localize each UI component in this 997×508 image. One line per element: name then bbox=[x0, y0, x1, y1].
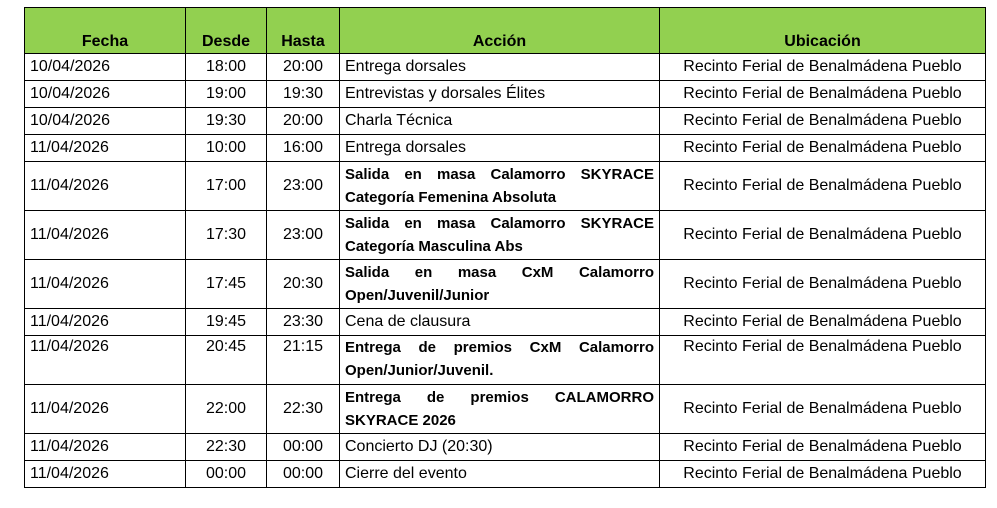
header-fecha: Fecha bbox=[25, 8, 186, 54]
header-hasta: Hasta bbox=[267, 8, 340, 54]
cell-ubicacion: Recinto Ferial de Benalmádena Pueblo bbox=[660, 211, 986, 260]
cell-hasta: 16:00 bbox=[267, 135, 340, 162]
header-desde: Desde bbox=[186, 8, 267, 54]
cell-desde: 17:00 bbox=[186, 162, 267, 211]
schedule-table bbox=[24, 7, 986, 488]
cell-fecha: 11/04/2026 bbox=[25, 162, 186, 211]
cell-ubicacion: Recinto Ferial de Benalmádena Pueblo bbox=[660, 108, 986, 135]
table-row bbox=[25, 162, 986, 211]
cell-accion: Salida en masa CxM Calamorro Open/Juvenil/Junior bbox=[340, 260, 660, 309]
header-accion: Acción bbox=[340, 8, 660, 54]
cell-hasta: 20:00 bbox=[267, 54, 340, 81]
cell-ubicacion: Recinto Ferial de Benalmádena Pueblo bbox=[660, 260, 986, 309]
cell-accion: Entrega dorsales bbox=[340, 135, 660, 162]
cell-accion: Entrevistas y dorsales Élites bbox=[340, 81, 660, 108]
table-row bbox=[25, 309, 986, 336]
cell-ubicacion: Recinto Ferial de Benalmádena Pueblo bbox=[660, 54, 986, 81]
cell-accion: Salida en masa Calamorro SKYRACE Categoría Masculina Abs bbox=[340, 211, 660, 260]
cell-desde: 00:00 bbox=[186, 461, 267, 488]
table-row bbox=[25, 135, 986, 162]
table-row bbox=[25, 434, 986, 461]
cell-hasta: 23:00 bbox=[267, 211, 340, 260]
cell-ubicacion: Recinto Ferial de Benalmádena Pueblo bbox=[660, 162, 986, 211]
cell-hasta: 00:00 bbox=[267, 434, 340, 461]
cell-fecha: 10/04/2026 bbox=[25, 108, 186, 135]
cell-hasta: 19:30 bbox=[267, 81, 340, 108]
cell-desde: 10:00 bbox=[186, 135, 267, 162]
table-row bbox=[25, 336, 986, 385]
cell-hasta: 23:00 bbox=[267, 162, 340, 211]
cell-hasta: 23:30 bbox=[267, 309, 340, 336]
table-row bbox=[25, 108, 986, 135]
cell-hasta: 20:00 bbox=[267, 108, 340, 135]
header-ubicacion: Ubicación bbox=[660, 8, 986, 54]
cell-hasta: 22:30 bbox=[267, 385, 340, 434]
cell-desde: 17:45 bbox=[186, 260, 267, 309]
cell-ubicacion: Recinto Ferial de Benalmádena Pueblo bbox=[660, 81, 986, 108]
cell-fecha: 11/04/2026 bbox=[25, 385, 186, 434]
cell-desde: 22:00 bbox=[186, 385, 267, 434]
cell-fecha: 11/04/2026 bbox=[25, 211, 186, 260]
cell-accion: Concierto DJ (20:30) bbox=[340, 434, 660, 461]
cell-accion: Entrega de premios CxM Calamorro Open/Junior/Juvenil. bbox=[340, 336, 660, 385]
cell-desde: 17:30 bbox=[186, 211, 267, 260]
cell-ubicacion: Recinto Ferial de Benalmádena Pueblo bbox=[660, 434, 986, 461]
table-row bbox=[25, 81, 986, 108]
cell-desde: 22:30 bbox=[186, 434, 267, 461]
cell-ubicacion: Recinto Ferial de Benalmádena Pueblo bbox=[660, 461, 986, 488]
table-row bbox=[25, 260, 986, 309]
header-row bbox=[25, 8, 986, 54]
cell-fecha: 11/04/2026 bbox=[25, 309, 186, 336]
cell-accion: Salida en masa Calamorro SKYRACE Categoría Femenina Absoluta bbox=[340, 162, 660, 211]
cell-fecha: 11/04/2026 bbox=[25, 135, 186, 162]
table-row bbox=[25, 385, 986, 434]
cell-desde: 18:00 bbox=[186, 54, 267, 81]
cell-desde: 19:45 bbox=[186, 309, 267, 336]
cell-fecha: 10/04/2026 bbox=[25, 54, 186, 81]
cell-hasta: 20:30 bbox=[267, 260, 340, 309]
cell-hasta: 00:00 bbox=[267, 461, 340, 488]
cell-desde: 19:30 bbox=[186, 108, 267, 135]
cell-desde: 20:45 bbox=[186, 336, 267, 385]
cell-accion: Cierre del evento bbox=[340, 461, 660, 488]
cell-accion: Entrega dorsales bbox=[340, 54, 660, 81]
cell-desde: 19:00 bbox=[186, 81, 267, 108]
cell-accion: Cena de clausura bbox=[340, 309, 660, 336]
table-row bbox=[25, 461, 986, 488]
cell-ubicacion: Recinto Ferial de Benalmádena Pueblo bbox=[660, 309, 986, 336]
cell-hasta: 21:15 bbox=[267, 336, 340, 385]
cell-fecha: 11/04/2026 bbox=[25, 461, 186, 488]
cell-ubicacion: Recinto Ferial de Benalmádena Pueblo bbox=[660, 336, 986, 385]
table-row bbox=[25, 54, 986, 81]
cell-fecha: 11/04/2026 bbox=[25, 260, 186, 309]
cell-accion: Entrega de premios CALAMORRO SKYRACE 2026 bbox=[340, 385, 660, 434]
cell-fecha: 10/04/2026 bbox=[25, 81, 186, 108]
cell-ubicacion: Recinto Ferial de Benalmádena Pueblo bbox=[660, 385, 986, 434]
table-row bbox=[25, 211, 986, 260]
cell-fecha: 11/04/2026 bbox=[25, 336, 186, 385]
cell-ubicacion: Recinto Ferial de Benalmádena Pueblo bbox=[660, 135, 986, 162]
cell-fecha: 11/04/2026 bbox=[25, 434, 186, 461]
cell-accion: Charla Técnica bbox=[340, 108, 660, 135]
